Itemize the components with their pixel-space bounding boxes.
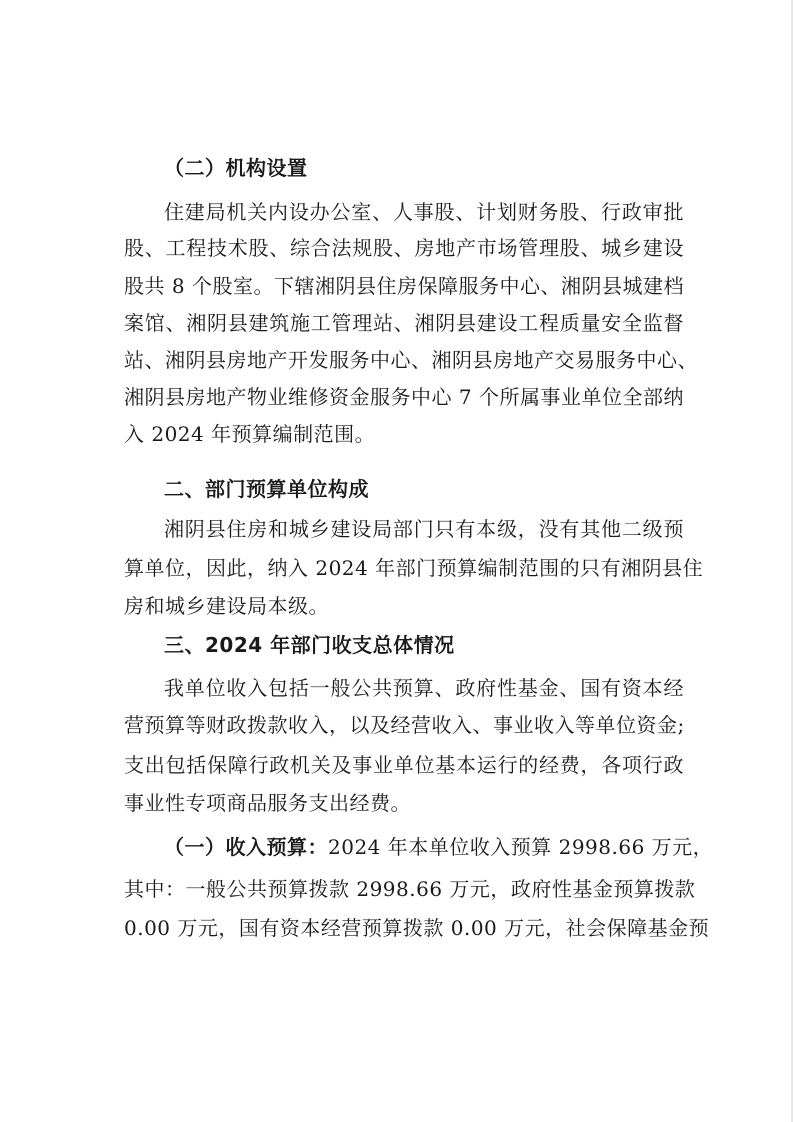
paragraph-line: 案馆、湘阴县建筑施工管理站、湘阴县建设工程质量安全监督 (124, 311, 684, 335)
paragraph-line: 算单位，因此，纳入 2024 年部门预算编制范围的只有湘阴县住 (124, 556, 704, 580)
income-text: 2024 年本单位收入预算 2998.66 万元， (328, 835, 714, 859)
paragraph-line: 房和城乡建设局本级。 (124, 594, 329, 618)
paragraph-line: 营预算等财政拨款收入，以及经营收入、事业收入等单位资金; (124, 713, 685, 737)
paragraph-line: 事业性专项商品服务支出经费。 (124, 791, 411, 815)
paragraph-line: 股共 8 个股室。下辖湘阴县住房保障服务中心、湘阴县城建档 (124, 274, 684, 298)
paragraph-line: 股、工程技术股、综合法规股、房地产市场管理股、城乡建设 (124, 236, 684, 260)
section-heading-org: （二）机构设置 (164, 156, 308, 180)
paragraph-line: 站、湘阴县房地产开发服务中心、湘阴县房地产交易服务中心、 (124, 348, 698, 372)
paragraph-line: 住建局机关内设办公室、人事股、计划财务股、行政审批 (164, 200, 684, 224)
paragraph-line: 支出包括保障行政机关及事业单位基本运行的经费，各项行政 (124, 753, 684, 777)
income-first-line (164, 832, 714, 862)
income-label: （一）收入预算： (164, 835, 328, 859)
section-heading-units: 二、部门预算单位构成 (164, 477, 369, 501)
paragraph-line: 湘阴县住房和城乡建设局部门只有本级，没有其他二级预 (164, 517, 684, 541)
paragraph-line: 0.00 万元，国有资本经营预算拨款 0.00 万元，社会保障基金预 (124, 916, 710, 940)
section-heading-overview: 三、2024 年部门收支总体情况 (164, 633, 455, 657)
paragraph-line: 其中：一般公共预算拨款 2998.66 万元，政府性基金预算拨款 (124, 877, 696, 901)
paragraph-line: 入 2024 年预算编制范围。 (124, 422, 376, 446)
paragraph-line: 我单位收入包括一般公共预算、政府性基金、国有资本经 (164, 676, 684, 700)
paragraph-line: 湘阴县房地产物业维修资金服务中心 7 个所属事业单位全部纳 (124, 385, 684, 409)
